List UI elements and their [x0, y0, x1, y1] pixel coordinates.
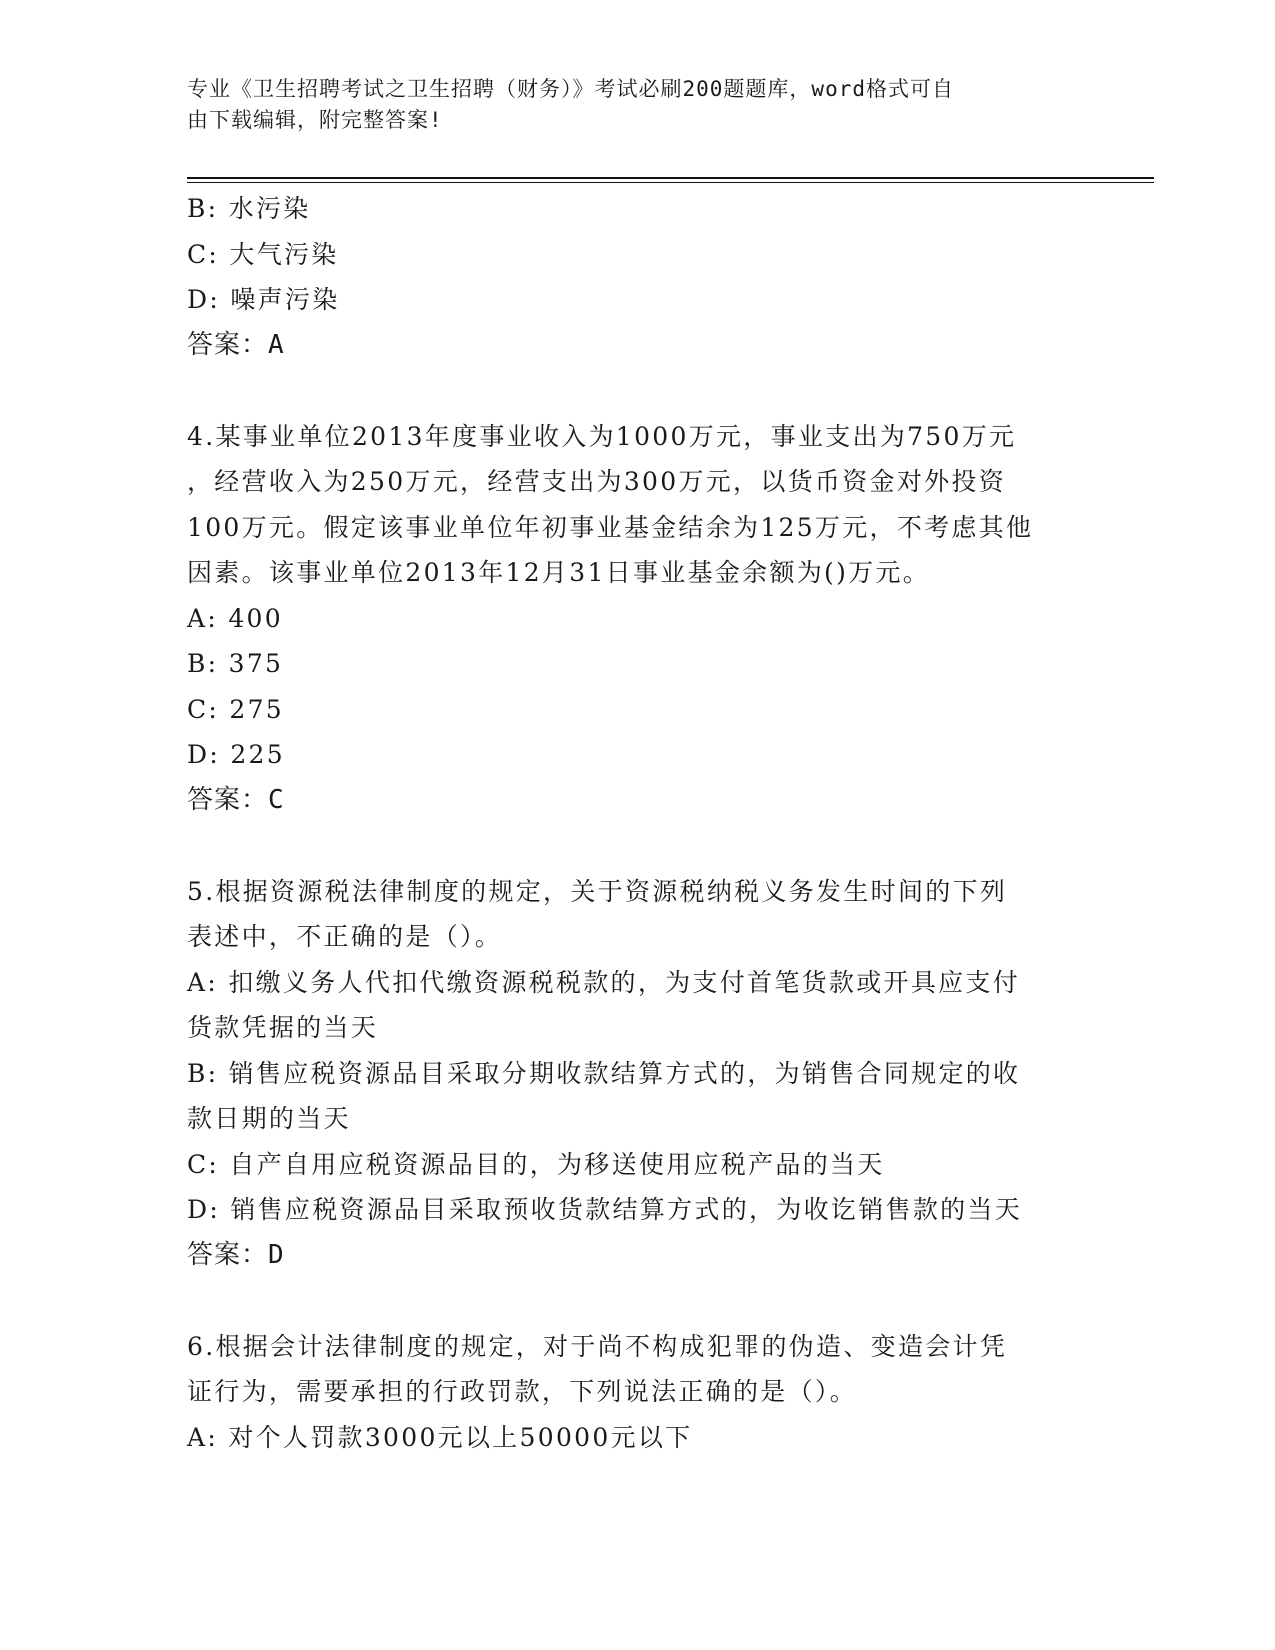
document-header: [187, 74, 1067, 136]
option-line: C: 大气污染: [187, 239, 339, 269]
question-text-line: 5.根据资源税法律制度的规定，关于资源税纳税义务发生时间的下列: [187, 876, 1008, 906]
question-text-line: ，经营收入为250万元，经营支出为300万元，以货币资金对外投资: [187, 467, 1007, 496]
spacer: [187, 1278, 1087, 1324]
document-body: [187, 186, 1087, 1460]
option-line: 货款凭据的当天: [187, 1013, 379, 1042]
answer-line: 答案：A: [187, 329, 285, 360]
option-line: D: 225: [187, 740, 285, 769]
question-text-line: 因素。该事业单位2013年12月31日事业基金余额为()万元。: [187, 558, 931, 587]
option-line: A: 400: [187, 603, 283, 633]
option-line: D: 销售应税资源品目采取预收货款结算方式的，为收讫销售款的当天: [187, 1195, 1023, 1224]
header-line-1: 专业《卫生招聘考试之卫生招聘（财务）》考试必刷200题题库，word格式可自: [187, 77, 954, 101]
question-6: [187, 1324, 1087, 1461]
answer-line: 答案：D: [187, 1239, 285, 1270]
question-3-continued: [187, 186, 1087, 368]
question-text-line: 4.某事业单位2013年度事业收入为1000万元，事业支出为750万元: [187, 421, 1017, 451]
question-text-line: 100万元。假定该事业单位年初事业基金结余为125万元，不考虑其他: [187, 512, 1034, 542]
option-line: B: 水污染: [187, 194, 311, 223]
header-line-2: 由下载编辑，附完整答案!: [187, 108, 443, 132]
header-divider-thick: [187, 177, 1154, 179]
option-line: B: 375: [187, 649, 284, 678]
question-5: [187, 869, 1087, 1279]
header-divider-thin: [187, 182, 1154, 183]
question-4: [187, 414, 1087, 824]
option-line: C: 自产自用应税资源品目的，为移送使用应税产品的当天: [187, 1149, 885, 1179]
spacer: [187, 368, 1087, 414]
answer-line: 答案：C: [187, 784, 285, 815]
option-line: A: 扣缴义务人代扣代缴资源税税款的，为支付首笔货款或开具应支付: [187, 967, 1021, 997]
question-text-line: 证行为，需要承担的行政罚款，下列说法正确的是（）。: [187, 1377, 858, 1406]
option-line: 款日期的当天: [187, 1104, 351, 1133]
option-line: D: 噪声污染: [187, 285, 340, 314]
question-text-line: 6.根据会计法律制度的规定，对于尚不构成犯罪的伪造、变造会计凭: [187, 1331, 1008, 1361]
option-line: A: 对个人罚款3000元以上50000元以下: [187, 1422, 693, 1452]
question-text-line: 表述中，不正确的是（）。: [187, 922, 503, 951]
option-line: C: 275: [187, 694, 285, 724]
spacer: [187, 823, 1087, 869]
option-line: B: 销售应税资源品目采取分期收款结算方式的，为销售合同规定的收: [187, 1058, 1021, 1088]
